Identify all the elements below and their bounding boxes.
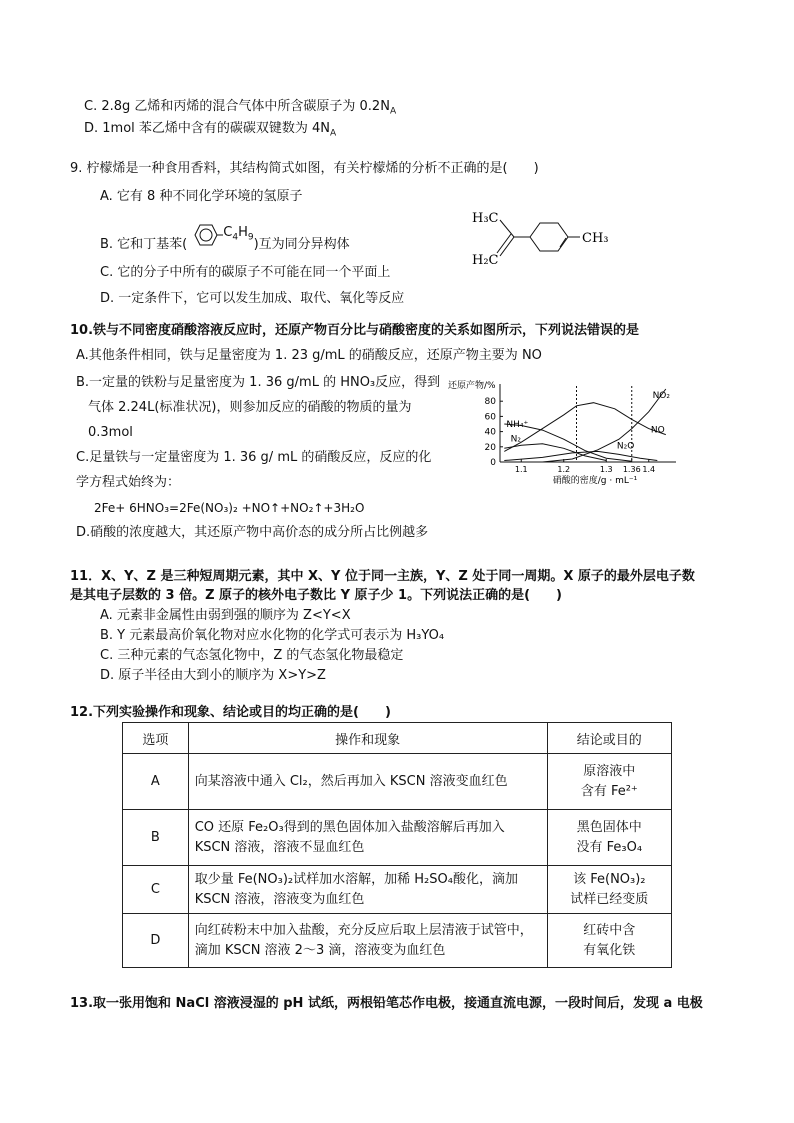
q10-stem: 10.铁与不同密度硝酸溶液反应时，还原产物百分比与硝酸密度的关系如图所示，下列说法错误的是 — [70, 323, 640, 338]
y-tick-label: 80 — [484, 397, 496, 408]
limonene-structure — [470, 206, 640, 272]
mol-bonds — [497, 220, 580, 256]
row-action: 向某溶液中通入 Cl₂，然后再加入 KSCN 溶液变血红色 — [188, 754, 547, 810]
table-header-row — [123, 723, 672, 754]
x-tick-label: 1.4 — [642, 465, 656, 474]
q10-option-c-line2: 学方程式始终为： — [76, 475, 181, 490]
q11-option-d: D. 原子半径由大到小的顺序为 X>Y>Z — [100, 668, 326, 683]
header-result: 结论或目的 — [547, 723, 671, 754]
y-tick-label: 60 — [484, 412, 496, 423]
q10-option-b-line2: 气体 2.24L(标准状况)，则参加反应的硝酸的物质的量为 — [88, 400, 412, 415]
experiment-table — [122, 722, 672, 968]
y-tick-label: 20 — [484, 442, 496, 453]
x-tick-label: 1.3 — [599, 465, 613, 474]
row-option: B — [123, 810, 189, 866]
q9-option-d: D. 一定条件下，它可以发生加成、取代、氧化等反应 — [100, 291, 405, 306]
table-row — [123, 914, 672, 968]
q9-option-c: C. 它的分子中所有的碳原子不可能在同一个平面上 — [100, 265, 391, 280]
table-row — [123, 866, 672, 914]
row-option: D — [123, 914, 189, 968]
series-label: N₂O — [616, 441, 635, 452]
q9-option-b: B. 它和丁基苯$(C_4H_9)$互为同分异构体 — [100, 236, 350, 259]
q10-equation: 2Fe+ 6HNO₃=2Fe(NO₃)₂ +NO↑+NO₂↑+3H₂O — [94, 501, 365, 515]
q10-option-b-line1: B.一定量的铁粉与足量密度为 1. 36 g/mL 的 HNO₃反应，得到 — [76, 375, 441, 390]
q8-option-c: C. 2.8g 乙烯和丙烯的混合气体中所含碳原子为 $0.2N_A$ — [84, 99, 397, 117]
y-tick-label: 40 — [484, 427, 496, 438]
series-label: N₂ — [510, 434, 521, 445]
row-result: 原溶液中 含有 Fe²⁺ — [547, 754, 671, 810]
q13-stem: 13.取一张用饱和 NaCl 溶液浸湿的 pH 试纸，两根铅笔芯作电极，接通直流电源，一段时间后，发现 a 电极 — [70, 996, 703, 1011]
row-action: 向红砖粉末中加入盐酸，充分反应后取上层清液于试管中，滴加 KSCN 溶液 2～3 滴，溶液变为血红色 — [188, 914, 547, 968]
header-action: 操作和现象 — [188, 723, 547, 754]
x-tick-label: 1.2 — [557, 465, 571, 474]
row-result: 黑色固体中 没有 Fe₃O₄ — [547, 810, 671, 866]
q11-option-b: B. Y 元素最高价氧化物对应水化物的化学式可表示为 H₃YO₄ — [100, 628, 445, 643]
row-result: 红砖中含 有氧化铁 — [547, 914, 671, 968]
benzene-ring-icon — [187, 220, 223, 250]
row-action: 取少量 Fe(NO₃)₂试样加水溶解，加稀 H₂SO₄酸化，滴加 KSCN 溶液，溶液变为血红色 — [188, 866, 547, 914]
q9-stem: 9. 柠檬烯是一种食用香料，其结构简式如图，有关柠檬烯的分析不正确的是( ) — [70, 161, 539, 176]
q10-option-b-line3: 0.3mol — [88, 425, 133, 440]
mol-ch3-label: CH₃ — [582, 231, 609, 246]
q9-option-a: A. 它有 8 种不同化学环境的氢原子 — [100, 189, 303, 204]
nitric-acid-chart — [444, 378, 684, 486]
mol-h3c-label: H₃C — [472, 211, 499, 226]
row-option: C — [123, 866, 189, 914]
x-tick-label: 1.1 — [514, 465, 528, 474]
q12-stem: 12.下列实验操作和现象、结论或目的均正确的是( ) — [70, 705, 391, 720]
series-label: NH₄⁺ — [506, 420, 529, 431]
table-row — [123, 754, 672, 810]
series-label: NO₂ — [652, 391, 670, 402]
series-label: NO — [650, 425, 665, 436]
q10-option-d: D.硝酸的浓度越大，其还原产物中高价态的成分所占比例越多 — [76, 525, 429, 540]
q11-option-a: A. 元素非金属性由弱到强的顺序为 Z<Y<X — [100, 608, 351, 623]
q11-option-c: C. 三种元素的气态氢化物中，Z 的气态氢化物最稳定 — [100, 648, 404, 663]
series-line — [543, 389, 666, 462]
table-row — [123, 810, 672, 866]
q8-option-d: D. 1mol 苯乙烯中含有的碳碳双键数为 $4N_A$ — [84, 121, 337, 139]
q10-option-c-line1: C.足量铁与一定量密度为 1. 36 g/ mL 的硝酸反应，反应的化 — [76, 450, 432, 465]
mol-h2c-label: H₂C — [472, 253, 499, 268]
y-axis-label: 还原产物/% — [448, 381, 496, 391]
row-option: A — [123, 754, 189, 810]
header-option: 选项 — [123, 723, 189, 754]
y-tick-label: 0 — [490, 458, 496, 468]
x-axis-label: 硝酸的密度/g · mL⁻¹ — [552, 476, 638, 486]
row-result: 该 Fe(NO₃)₂ 试样已经变质 — [547, 866, 671, 914]
row-action: CO 还原 Fe₂O₃得到的黑色固体加入盐酸溶解后再加入 KSCN 溶液，溶液不显血红色 — [188, 810, 547, 866]
x-tick-label: 1.36 — [622, 465, 641, 474]
q11-stem-line1: 11．X、Y、Z 是三种短周期元素，其中 X、Y 位于同一主族，Y、Z 处于同一周期。X 原子的最外层电子数 — [70, 569, 695, 584]
chart-svg — [444, 378, 684, 486]
q11-stem-line2: 是其电子层数的 3 倍。Z 原子的核外电子数比 Y 原子少 1。下列说法正确的是( ) — [70, 588, 562, 603]
q10-option-a: A.其他条件相同，铁与足量密度为 1. 23 g/mL 的硝酸反应，还原产物主要为 NO — [76, 348, 542, 363]
